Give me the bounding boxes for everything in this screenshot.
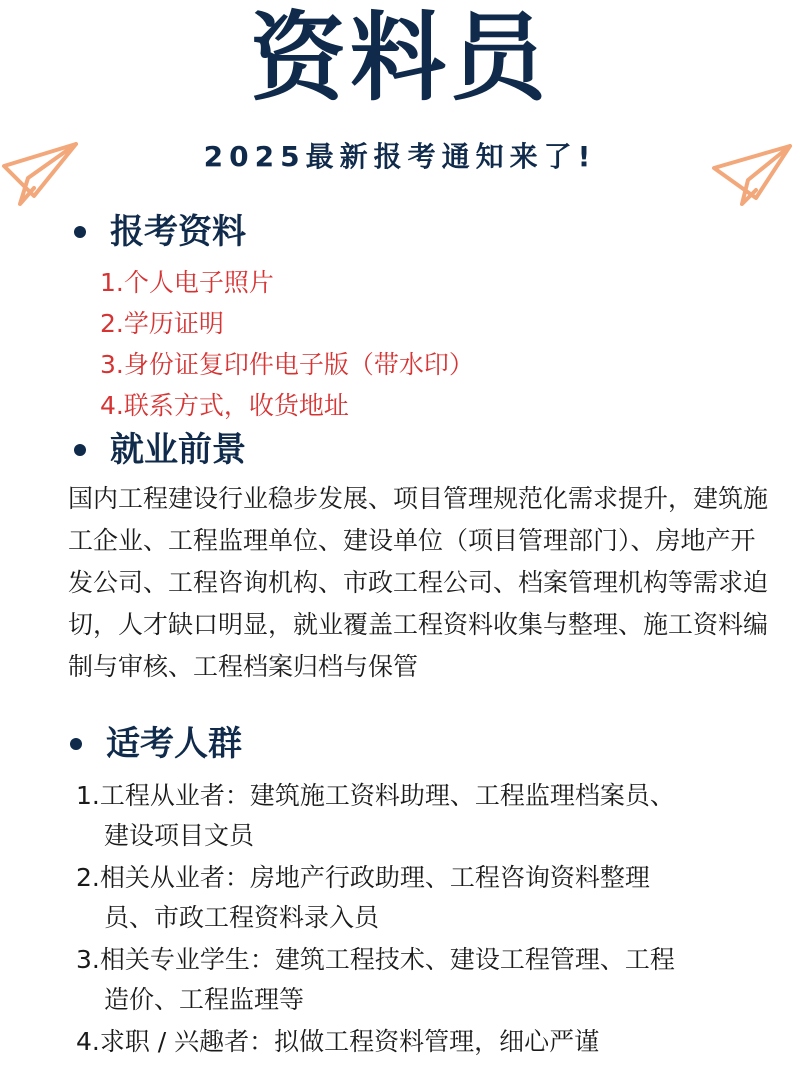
list-item-line: 造价、工程监理等 xyxy=(104,985,305,1014)
list-item: 1.个人电子照片 xyxy=(100,268,274,297)
materials-list xyxy=(100,262,474,426)
section-heading-materials xyxy=(74,210,246,254)
bullet-icon xyxy=(74,226,86,238)
paper-plane-icon xyxy=(0,138,82,210)
page-title: 资料员 xyxy=(250,2,550,114)
list-item xyxy=(76,940,776,1020)
bullet-icon xyxy=(70,738,82,750)
section-heading-prospects xyxy=(74,428,246,472)
section-heading-text: 报考资料 xyxy=(110,212,246,252)
section-heading-audience xyxy=(70,722,242,766)
bullet-icon xyxy=(74,444,86,456)
list-item: 3.身份证复印件电子版（带水印） xyxy=(100,350,474,379)
list-item xyxy=(76,776,776,856)
list-item-line: 2.相关从业者：房地产行政助理、工程咨询资料整理 xyxy=(76,863,650,892)
prospects-paragraph: 国内工程建设行业稳步发展、项目管理规范化需求提升，建筑施工企业、工程监理单位、建设单位（项目管理部门）、房地产开发公司、工程咨询机构、市政工程公司、档案管理机构等需求迫切，人才缺口明显，就业覆盖工程资料收集与整理、施工资料编制与审核、工程档案归档与保管 xyxy=(68,484,769,681)
list-item-line: 4.求职 / 兴趣者：拟做工程资料管理，细心严谨 xyxy=(76,1027,600,1056)
page-subtitle: 2025最新报考通知来了! xyxy=(203,140,597,173)
section-heading-text: 就业前景 xyxy=(110,430,246,470)
list-item-line: 员、市政工程资料录入员 xyxy=(104,903,380,932)
list-item-line: 3.相关专业学生：建筑工程技术、建设工程管理、工程 xyxy=(76,945,675,974)
list-item-line: 建设项目文员 xyxy=(104,821,255,850)
list-item xyxy=(76,858,776,938)
paper-plane-icon xyxy=(708,138,796,210)
list-item xyxy=(76,1022,776,1062)
audience-list xyxy=(76,776,776,1064)
list-item: 2.学历证明 xyxy=(100,309,224,338)
list-item-line: 1.工程从业者：建筑施工资料助理、工程监理档案员、 xyxy=(76,781,675,810)
list-item: 4.联系方式，收货地址 xyxy=(100,391,349,420)
section-heading-text: 适考人群 xyxy=(106,724,242,764)
